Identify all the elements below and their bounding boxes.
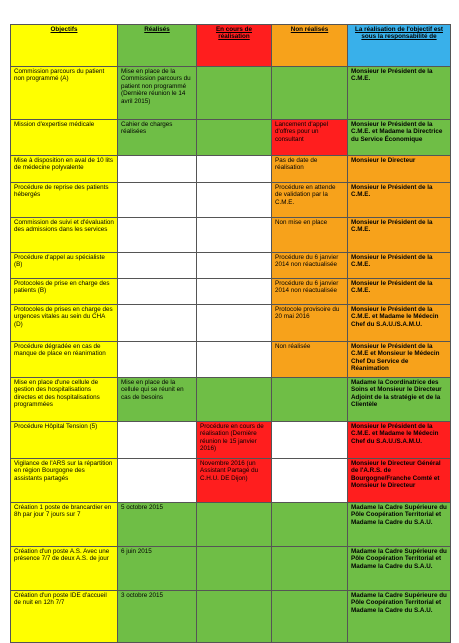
cell-objectif: Commission de suivi et d'évaluation des admissions dans les services xyxy=(11,218,118,253)
table-row xyxy=(11,305,451,342)
cell-objectif: Mission d'expertise médicale xyxy=(11,120,118,156)
table-row xyxy=(11,503,451,547)
cell-non-realise xyxy=(272,422,348,459)
table-row xyxy=(11,253,451,279)
cell-responsable: Monsieur le Président de la C.M.E. et Madame le Médecin Chef du S.A.U./S.A.M.U. xyxy=(348,422,451,459)
cell-realise: 6 juin 2015 xyxy=(118,547,197,591)
table-row xyxy=(11,279,451,305)
cell-realise xyxy=(118,156,197,183)
cell-responsable: Monsieur le Président de la C.M.E. et Madame le Médecin Chef du S.A.U./S.A.M.U. xyxy=(348,305,451,342)
header-responsabilite: La réalisation de l'objectif est sous la responsabilité de xyxy=(348,25,451,67)
header-non-realises: Non réalisés xyxy=(272,25,348,67)
table-row xyxy=(11,342,451,378)
cell-en-cours: Procédure en cours de réalisation (Dernière réunion le 15 janvier 2016) xyxy=(197,422,272,459)
cell-responsable: Monsieur le Directeur Général de l'A.R.S. de Bourgogne/Franche Comté et Monsieur le Directeur xyxy=(348,459,451,503)
cell-objectif: Mise en place d'une cellule de gestion des hospitalisations directes et des hospitalisations programmées xyxy=(11,378,118,422)
cell-responsable: Monsieur le Président de la C.M.E et Monsieur le Médecin Chef Du Service de Réanimation xyxy=(348,342,451,378)
cell-en-cours xyxy=(197,342,272,378)
cell-objectif: Procédure Hôpital Tension (5) xyxy=(11,422,118,459)
cell-non-realise xyxy=(272,503,348,547)
cell-realise xyxy=(118,183,197,218)
table-row xyxy=(11,547,451,591)
cell-non-realise xyxy=(272,547,348,591)
cell-non-realise: Non réalisée xyxy=(272,342,348,378)
cell-responsable: Monsieur le Président de la C.M.E. xyxy=(348,253,451,279)
cell-non-realise: Pas de date de réalisation xyxy=(272,156,348,183)
cell-objectif: Protocoles de prise en charge des patients (B) xyxy=(11,279,118,305)
cell-responsable: Monsieur le Président de la C.M.E. xyxy=(348,183,451,218)
cell-responsable: Madame la Cadre Supérieure du Pôle Coopération Territorial et Madame la Cadre du S.A.U. xyxy=(348,591,451,643)
cell-objectif: Mise à disposition en aval de 10 lits de médecine polyvalente xyxy=(11,156,118,183)
cell-en-cours xyxy=(197,305,272,342)
table-body xyxy=(11,67,451,643)
cell-en-cours xyxy=(197,120,272,156)
table-row xyxy=(11,183,451,218)
objectives-table xyxy=(10,24,451,643)
cell-non-realise xyxy=(272,378,348,422)
cell-en-cours xyxy=(197,503,272,547)
cell-en-cours xyxy=(197,279,272,305)
cell-non-realise: Non mise en place xyxy=(272,218,348,253)
objectives-table-container xyxy=(10,24,450,643)
cell-responsable: Monsieur le Président de la C.M.E. et Madame la Directrice du Service Économique xyxy=(348,120,451,156)
cell-realise xyxy=(118,253,197,279)
cell-non-realise xyxy=(272,67,348,120)
table-row xyxy=(11,459,451,503)
cell-realise: Mise en place de la cellule qui se réunit en cas de besoins xyxy=(118,378,197,422)
cell-non-realise: Lancement d'appel d'offres pour un consultant xyxy=(272,120,348,156)
cell-realise xyxy=(118,459,197,503)
cell-realise: Mise en place de la Commission parcours du patient non programmé (Dernière réunion le 14 avril 2015) xyxy=(118,67,197,120)
cell-en-cours xyxy=(197,156,272,183)
cell-realise: 5 octobre 2015 xyxy=(118,503,197,547)
cell-en-cours xyxy=(197,378,272,422)
cell-realise xyxy=(118,342,197,378)
table-row xyxy=(11,378,451,422)
cell-en-cours xyxy=(197,253,272,279)
cell-non-realise: Procédure du 6 janvier 2014 non réactualisée xyxy=(272,279,348,305)
cell-non-realise: Procédure en attende de validation par la C.M.E. xyxy=(272,183,348,218)
cell-en-cours xyxy=(197,591,272,643)
cell-objectif: Procédure de reprise des patients hébergés xyxy=(11,183,118,218)
cell-en-cours xyxy=(197,547,272,591)
cell-responsable: Monsieur le Président de la C.M.E. xyxy=(348,218,451,253)
cell-en-cours xyxy=(197,67,272,120)
cell-realise: Cahier de charges réalisées xyxy=(118,120,197,156)
cell-objectif: Commission parcours du patient non programmé (A) xyxy=(11,67,118,120)
cell-objectif: Protocoles de prises en charge des urgences vitales au sein du CHA (D) xyxy=(11,305,118,342)
header-objectifs: Objectifs xyxy=(11,25,118,67)
cell-realise xyxy=(118,422,197,459)
cell-responsable: Madame la Cadre Supérieure du Pôle Coopération Territorial et Madame la Cadre du S.A.U. xyxy=(348,503,451,547)
cell-realise: 3 octobre 2015 xyxy=(118,591,197,643)
cell-objectif: Procédure d'appel au spécialiste (B) xyxy=(11,253,118,279)
table-row xyxy=(11,422,451,459)
cell-objectif: Création 1 poste de brancardier en 8h par jour 7 jours sur 7 xyxy=(11,503,118,547)
cell-realise xyxy=(118,305,197,342)
header-realises: Réalisés xyxy=(118,25,197,67)
cell-en-cours: Novembre 2016 (un Assistant Partagé du C.H.U. DE Dijon) xyxy=(197,459,272,503)
cell-responsable: Madame la Coordinatrice des Soins et Monsieur le Directeur Adjoint de la stratégie et de la Clientèle xyxy=(348,378,451,422)
table-row xyxy=(11,591,451,643)
header-en-cours: En cours de réalisation xyxy=(197,25,272,67)
table-row xyxy=(11,120,451,156)
table-row xyxy=(11,67,451,120)
table-row xyxy=(11,218,451,253)
cell-responsable: Monsieur le Président de la C.M.E. xyxy=(348,67,451,120)
header-row xyxy=(11,25,451,67)
cell-responsable: Madame la Cadre Supérieure du Pôle Coopération Territorial et Madame la Cadre du S.A.U. xyxy=(348,547,451,591)
cell-objectif: Procédure dégradée en cas de manque de place en réanimation xyxy=(11,342,118,378)
cell-realise xyxy=(118,218,197,253)
cell-realise xyxy=(118,279,197,305)
cell-objectif: Vigilance de l'ARS sur la répartition en région Bourgogne des assistants partagés xyxy=(11,459,118,503)
cell-objectif: Création d'un poste A.S. Avec une présence 7/7 de deux A.S. de jour xyxy=(11,547,118,591)
cell-non-realise: Procédure du 6 janvier 2014 non réactualisée xyxy=(272,253,348,279)
cell-en-cours xyxy=(197,183,272,218)
cell-non-realise: Protocole provisoire du 20 mai 2016 xyxy=(272,305,348,342)
cell-en-cours xyxy=(197,218,272,253)
table-row xyxy=(11,156,451,183)
cell-responsable: Monsieur le Directeur xyxy=(348,156,451,183)
cell-non-realise xyxy=(272,459,348,503)
cell-objectif: Création d'un poste IDE d'accueil de nuit en 12h 7/7 xyxy=(11,591,118,643)
cell-responsable: Monsieur le Président de la C.M.E. xyxy=(348,279,451,305)
cell-non-realise xyxy=(272,591,348,643)
